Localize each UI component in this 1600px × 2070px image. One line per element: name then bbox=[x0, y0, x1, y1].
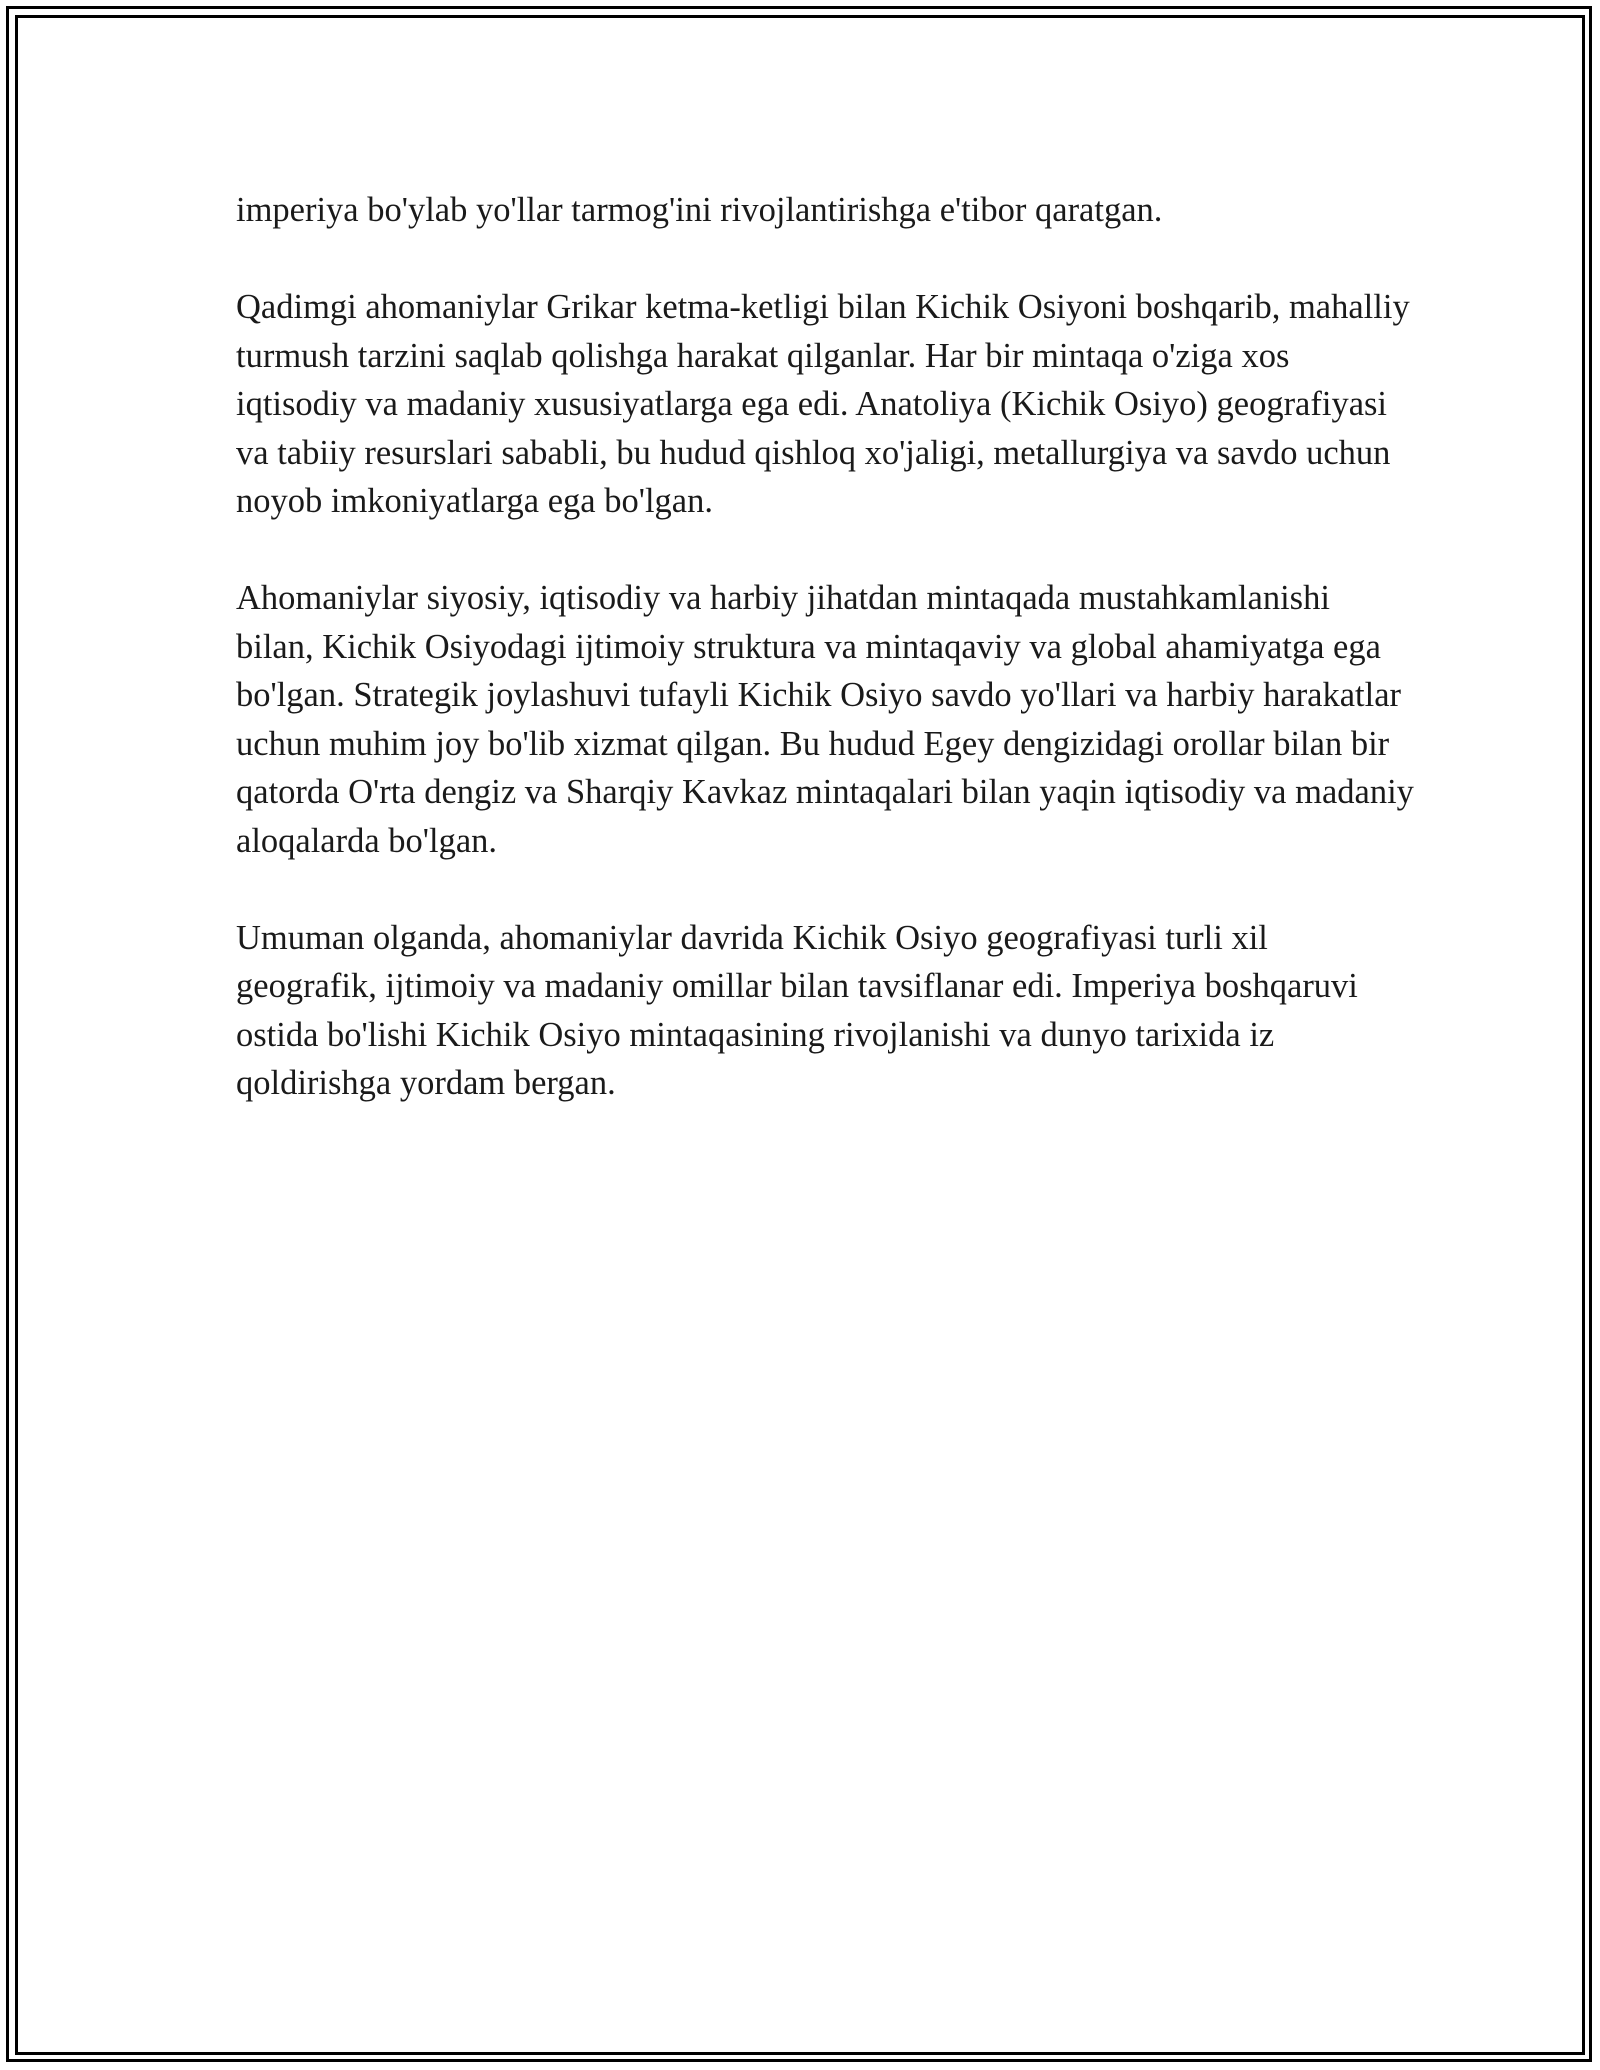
paragraph-4: Umuman olganda, ahomaniylar davrida Kichik Osiyo geografiyasi turli xil geografik, ijtimoiy va madaniy omillar bilan tavsiflanar edi. Imperiya boshqaruvi ostida bo'lishi Kichik Osiyo mintaqasining rivojlanishi va dunyo tarixida iz qoldirishga yordam bergan. bbox=[236, 918, 1358, 1102]
document-body bbox=[236, 186, 1416, 1156]
paragraph-3: Ahomaniylar siyosiy, iqtisodiy va harbiy jihatdan mintaqada mustahkamlanishi bilan, Kichik Osiyodagi ijtimoiy struktura va mintaqaviy va global ahamiyatga ega bo'lgan. Strategik joylashuvi tufayli Kichik Osiyo savdo yo'llari va harbiy harakatlar uchun muhim joy bo'lib xizmat qilgan. Bu hudud Egey dengizidagi orollar bilan bir qatorda O'rta dengiz va Sharqiy Kavkaz mintaqalari bilan yaqin iqtisodiy va madaniy aloqalarda bo'lgan. bbox=[236, 579, 1414, 860]
paragraph-1: imperiya bo'ylab yo'llar tarmog'ini rivojlantirishga e'tibor qaratgan. bbox=[236, 191, 1163, 229]
paragraph-2: Qadimgi ahomaniylar Grikar ketma-ketligi bilan Kichik Osiyoni boshqarib, mahalliy turmush tarzini saqlab qolishga harakat qilganlar. Har bir mintaqa o'ziga xos iqtisodiy va madaniy xususiyatlarga ega edi. Anatoliya (Kichik Osiyo) geografiyasi va tabiiy resurslari sababli, bu hudud qishloq xo'jaligi, metallurgiya va savdo uchun noyob imkoniyatlarga ega bo'lgan. bbox=[236, 288, 1410, 520]
